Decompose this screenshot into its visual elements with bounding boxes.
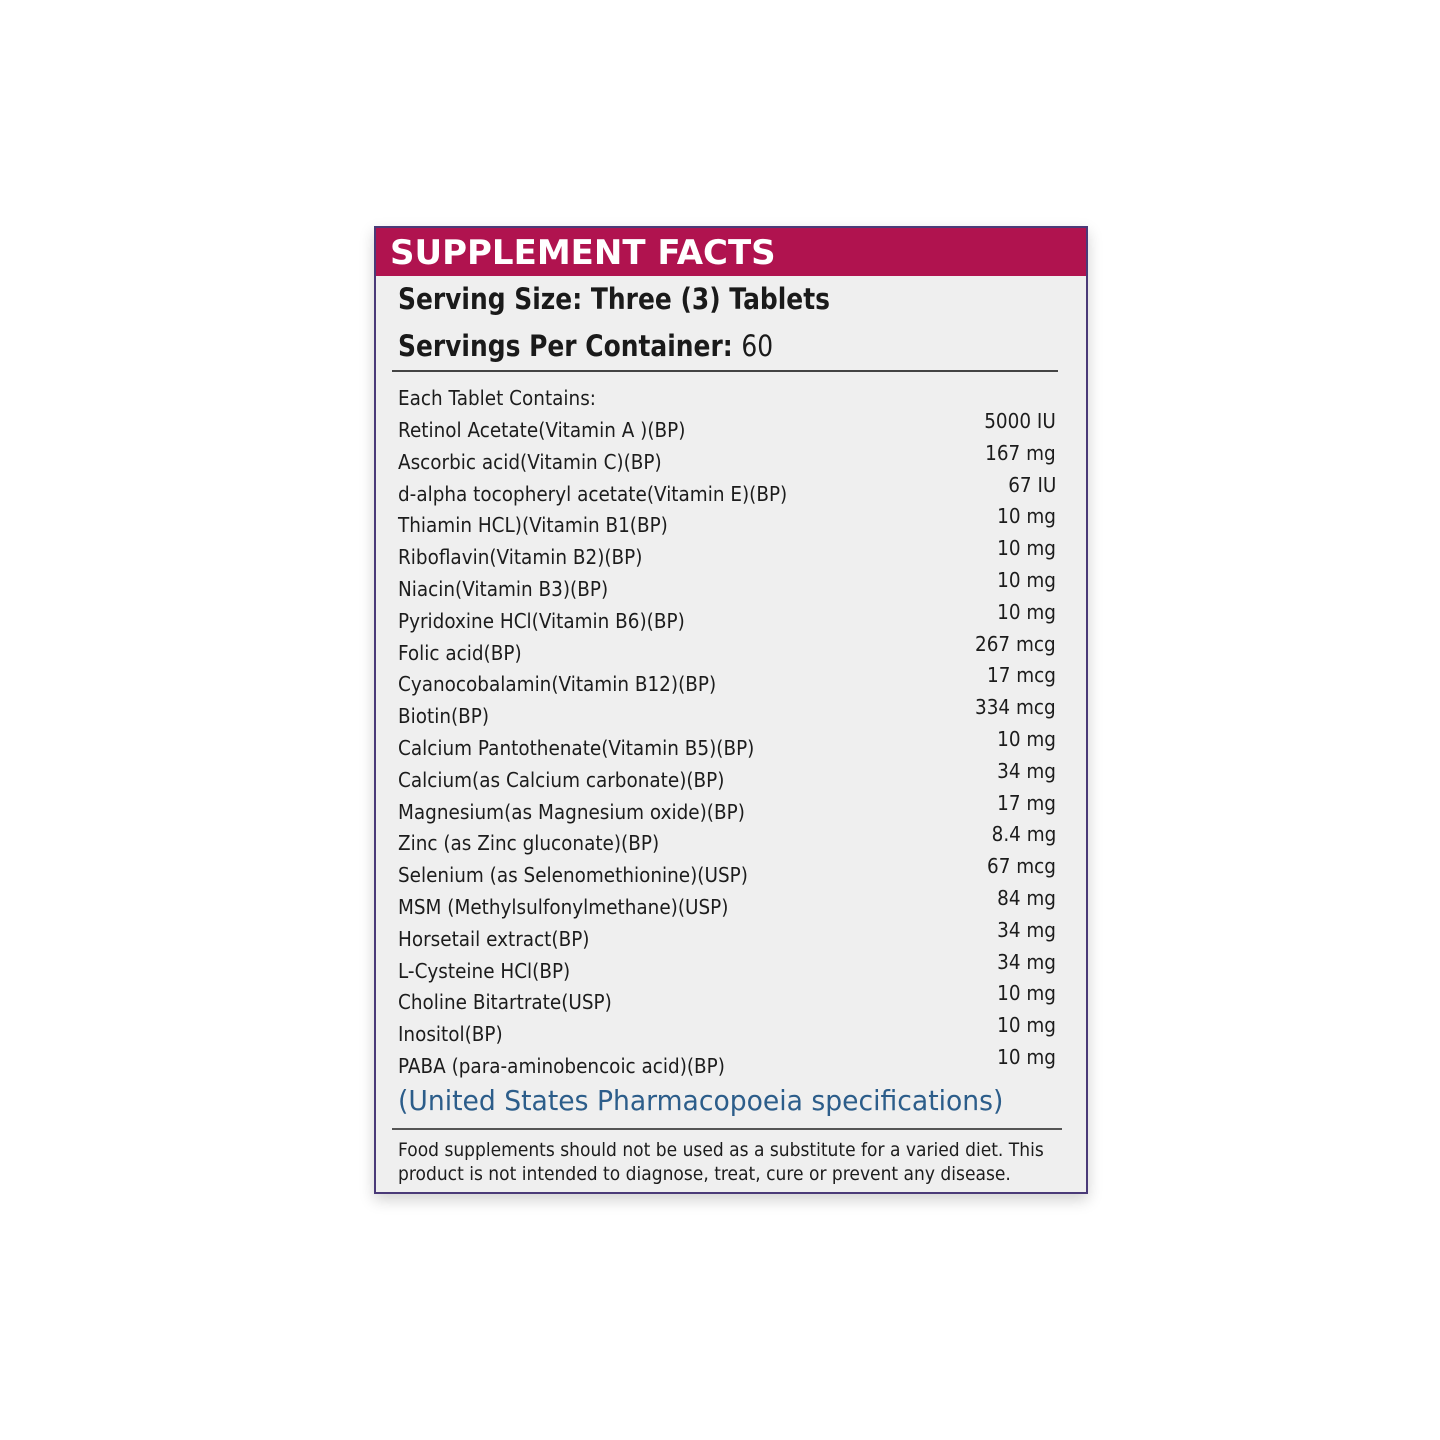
ingredient-name: PABA (para-aminobencoic acid)(BP) [398,1054,725,1078]
ingredient-amount: 67 mcg [987,854,1056,879]
ingredient-name: Magnesium(as Magnesium oxide)(BP) [398,799,745,824]
ingredient-amount: 8.4 mg [991,822,1056,847]
ingredient-name: d-alpha tocopheryl acetate(Vitamin E)(BP) [398,481,788,506]
ingredient-amount: 34 mg [997,949,1056,974]
ingredient-name: Zinc (as Zinc gluconate)(BP) [398,831,660,856]
ingredient-amount: 10 mg [997,727,1056,751]
ingredient-amount: 10 mg [997,599,1056,624]
supplement-facts-label [374,226,1088,1194]
ingredient-name: Cyanocobalamin(Vitamin B12)(BP) [398,672,717,697]
label-header: SUPPLEMENT FACTS [376,228,1086,276]
ingredient-amount: 10 mg [997,981,1056,1006]
ingredient-name: L-Cysteine HCl(BP) [398,958,571,983]
ingredient-amount: 167 mg [985,440,1056,465]
ingredient-name: Calcium(as Calcium carbonate)(BP) [398,767,725,792]
servings-per-container-label: Servings Per Container: [398,329,733,363]
ingredient-list [376,228,1086,1192]
ingredient-name: Ascorbic acid(Vitamin C)(BP) [398,449,662,474]
divider-bottom [392,1128,1062,1130]
ingredient-amount: 10 mg [997,568,1056,592]
contents-heading: Each Tablet Contains: [398,386,597,410]
ingredient-name: Thiamin HCL)(Vitamin B1(BP) [398,513,668,538]
disclaimer: Food supplements should not be used as a substitute for a varied diet. This product is not intended to diagnose, treat, cure or prevent any disease. [398,1139,1044,1185]
ingredient-name: Riboflavin(Vitamin B2)(BP) [398,545,643,570]
ingredient-name: Folic acid(BP) [398,640,522,665]
ingredient-amount: 10 mg [997,536,1056,561]
ingredient-name: Horsetail extract(BP) [398,926,590,951]
ingredient-amount: 34 mg [997,917,1056,942]
ingredient-name: Choline Bitartrate(USP) [398,990,612,1015]
ingredient-amount: 10 mg [997,1013,1056,1038]
ingredient-amount: 267 mcg [975,631,1056,656]
ingredient-amount: 67 IU [1007,472,1056,497]
ingredient-name: Pyridoxine HCl(Vitamin B6)(BP) [398,608,685,633]
ingredient-name: Retinol Acetate(Vitamin A )(BP) [398,418,686,442]
ingredient-amount: 34 mg [997,758,1056,783]
ingredient-amount: 10 mg [997,504,1056,529]
ingredient-amount: 334 mcg [975,695,1056,720]
ingredient-name: Calcium Pantothenate(Vitamin B5)(BP) [398,736,755,760]
ingredient-name: Inositol(BP) [398,1022,503,1047]
ingredient-amount: 17 mg [997,790,1056,815]
ingredient-amount: 5000 IU [984,409,1056,433]
serving-size: Serving Size: Three (3) Tablets [398,282,831,316]
ingredient-amount: 10 mg [997,1045,1056,1069]
specification-note: (United States Pharmacopoeia specifications) [398,1084,1004,1117]
ingredient-name: Selenium (as Selenomethionine)(USP) [398,863,748,888]
ingredient-name: Niacin(Vitamin B3)(BP) [398,577,609,601]
ingredient-name: Biotin(BP) [398,704,490,729]
ingredient-amount: 17 mcg [987,663,1056,688]
ingredient-amount: 84 mg [997,886,1056,910]
ingredient-name: MSM (Methylsulfonylmethane)(USP) [398,895,729,919]
servings-per-container-value: 60 [741,329,774,363]
